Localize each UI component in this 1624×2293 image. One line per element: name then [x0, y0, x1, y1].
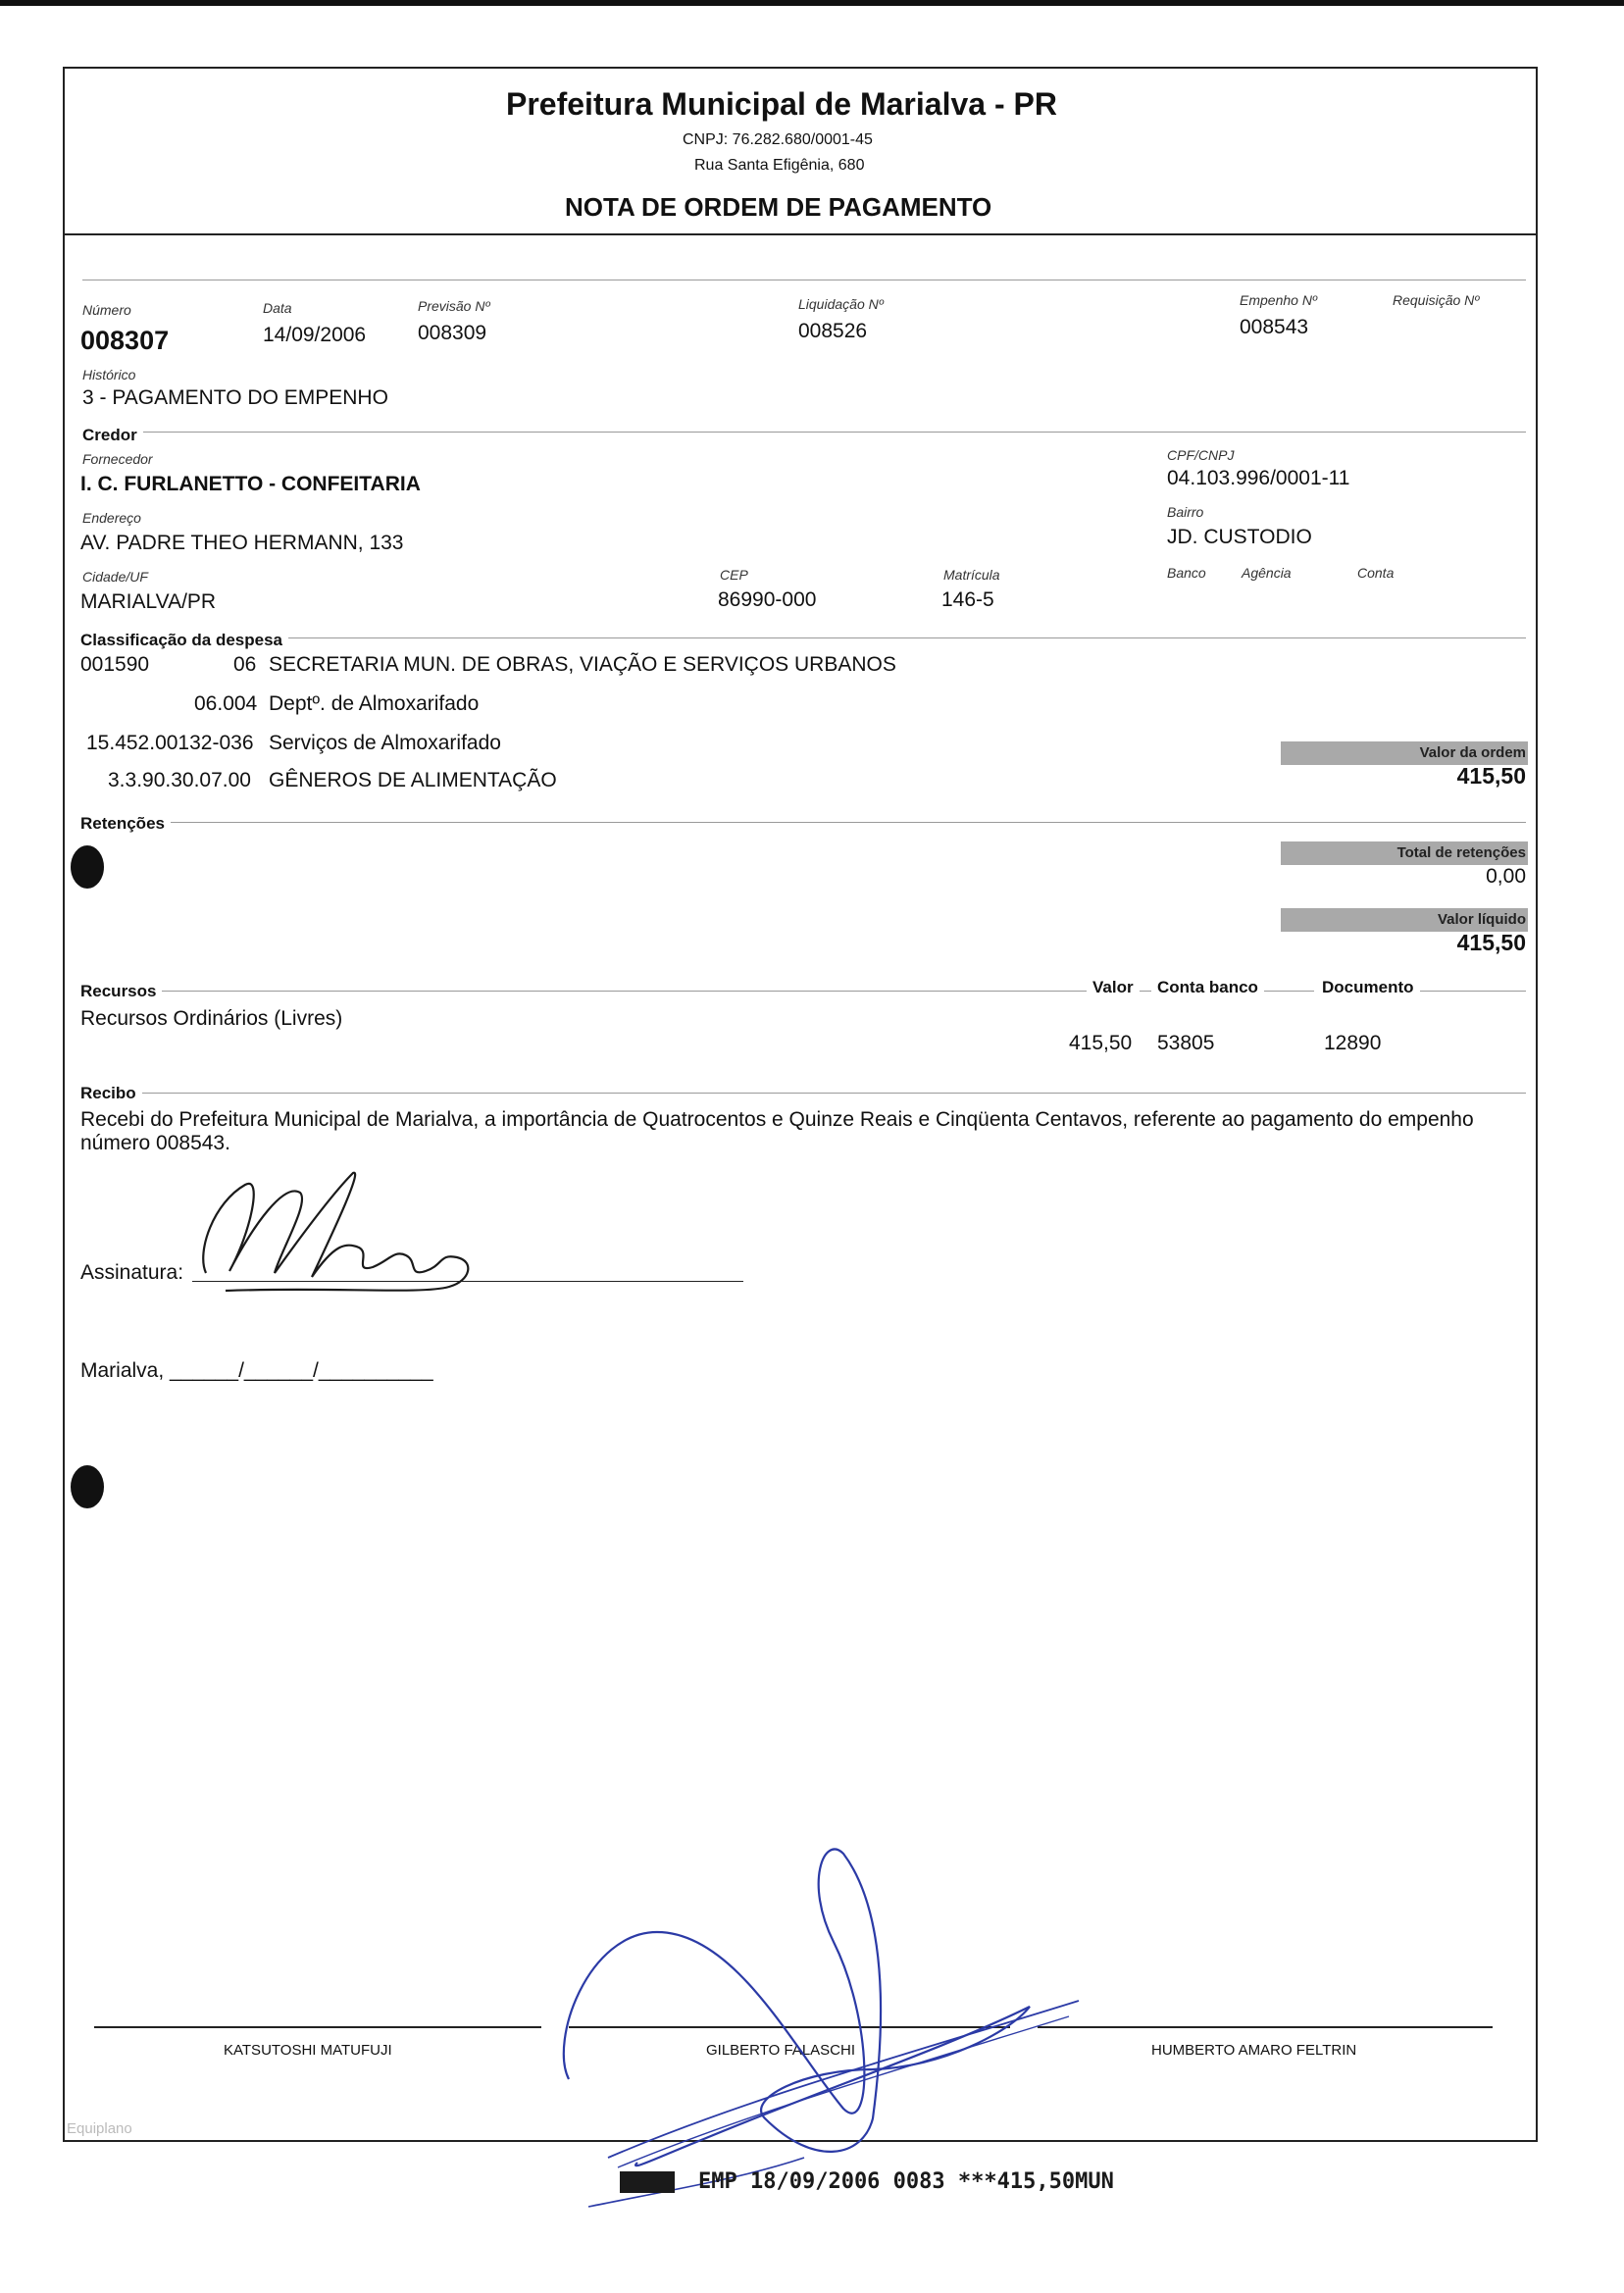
cidade-label: Cidade/UF — [82, 569, 148, 585]
funcional-code: 15.452.00132-036 — [86, 732, 254, 754]
recibo-signature — [186, 1163, 500, 1300]
banco-label: Banco — [1167, 565, 1206, 581]
numero-value: 008307 — [80, 326, 170, 355]
document-title: NOTA DE ORDEM DE PAGAMENTO — [565, 192, 992, 222]
recursos-valor-label: Valor — [1087, 978, 1140, 997]
elemento-text: GÊNEROS DE ALIMENTAÇÃO — [269, 769, 557, 791]
valor-ordem-label: Valor da ordem — [1419, 744, 1526, 761]
valor-liquido-value: 415,50 — [1456, 930, 1526, 955]
cidade-value: MARIALVA/PR — [80, 590, 217, 613]
stamp-logo-icon — [620, 2171, 675, 2193]
unidade-text: Deptº. de Almoxarifado — [269, 692, 480, 715]
numero-label: Número — [82, 302, 131, 318]
cpf-label: CPF/CNPJ — [1167, 447, 1235, 463]
signature-line-1 — [94, 2026, 541, 2028]
requisicao-label: Requisição Nº — [1393, 292, 1480, 308]
equiplano-watermark: Equiplano — [67, 2120, 132, 2137]
orgao-code: 06 — [233, 653, 257, 676]
classificacao-divider — [82, 637, 1526, 638]
retencoes-section-label: Retenções — [80, 814, 171, 834]
fornecedor-label: Fornecedor — [82, 451, 153, 467]
elemento-code: 3.3.90.30.07.00 — [108, 769, 251, 791]
funcional-text: Serviços de Almoxarifado — [269, 732, 501, 754]
data-value: 14/09/2006 — [263, 324, 367, 346]
recibo-text: Recebi do Prefeitura Municipal de Marialva, a importância de Quatrocentos e Quinze Reais e Cinqüenta Centavos, referente ao pagamento do empenho número 008543. — [80, 1108, 1474, 1154]
recursos-documento-label: Documento — [1314, 978, 1420, 997]
cnpj-text: CNPJ: 76.282.680/0001-45 — [683, 131, 873, 148]
credor-section-label: Credor — [82, 426, 143, 445]
historico-value: 3 - PAGAMENTO DO EMPENHO — [82, 386, 388, 409]
unidade-code: 06.004 — [194, 692, 258, 715]
recursos-valor: 415,50 — [1069, 1032, 1133, 1054]
credor-divider — [82, 432, 1526, 433]
data-label: Data — [263, 300, 292, 316]
recursos-divider — [82, 991, 1526, 992]
payment-stamp: EMP 18/09/2006 0083 ***415,50MUN — [698, 2169, 1114, 2194]
previsao-value: 008309 — [418, 322, 487, 344]
binder-hole-bottom — [71, 1465, 104, 1508]
empenho-label: Empenho Nº — [1240, 292, 1318, 308]
recursos-descricao: Recursos Ordinários (Livres) — [80, 1007, 343, 1030]
recibo-divider — [82, 1093, 1526, 1094]
liquidacao-value: 008526 — [798, 320, 868, 342]
total-retencoes-label: Total de retenções — [1396, 844, 1526, 861]
matricula-label: Matrícula — [943, 567, 1000, 583]
signature-name-3: HUMBERTO AMARO FELTRIN — [1151, 2042, 1357, 2059]
valor-liquido-label: Valor líquido — [1437, 911, 1526, 928]
endereco-value: AV. PADRE THEO HERMANN, 133 — [80, 532, 404, 554]
recursos-conta-banco: 53805 — [1157, 1032, 1215, 1054]
recursos-section-label: Recursos — [80, 982, 162, 1001]
recibo-section-label: Recibo — [80, 1084, 142, 1103]
valor-ordem-value: 415,50 — [1456, 763, 1526, 789]
bairro-label: Bairro — [1167, 504, 1204, 520]
previsao-label: Previsão Nº — [418, 298, 490, 314]
fornecedor-value: I. C. FURLANETTO - CONFEITARIA — [80, 473, 421, 495]
signature-name-1: KATSUTOSHI MATUFUJI — [224, 2042, 392, 2059]
cep-value: 86990-000 — [718, 588, 817, 611]
recursos-documento: 12890 — [1324, 1032, 1382, 1054]
cpf-value: 04.103.996/0001-11 — [1167, 467, 1350, 489]
binder-hole-top — [71, 845, 104, 889]
header-divider — [63, 233, 1538, 235]
historico-label: Histórico — [82, 367, 136, 382]
recursos-conta-banco-label: Conta banco — [1151, 978, 1264, 997]
liquidacao-label: Liquidação Nº — [798, 296, 884, 312]
assinatura-label: Assinatura: — [80, 1261, 184, 1284]
agencia-label: Agência — [1242, 565, 1292, 581]
address-text: Rua Santa Efigênia, 680 — [694, 157, 865, 174]
cep-label: CEP — [720, 567, 748, 583]
total-retencoes-value: 0,00 — [1486, 865, 1526, 888]
classificacao-section-label: Classificação da despesa — [80, 631, 288, 650]
conta-label: Conta — [1357, 565, 1395, 581]
classificacao-code: 001590 — [80, 653, 150, 676]
blue-signature — [549, 1824, 1098, 2217]
signature-line-3 — [1038, 2026, 1493, 2028]
retencoes-divider — [82, 822, 1526, 823]
signature-name-2: GILBERTO FALASCHI — [706, 2042, 855, 2059]
empenho-value: 008543 — [1240, 316, 1309, 338]
endereco-label: Endereço — [82, 510, 141, 526]
local-data-text: Marialva, ______/______/__________ — [80, 1359, 433, 1382]
matricula-value: 146-5 — [941, 588, 994, 611]
bairro-value: JD. CUSTODIO — [1167, 526, 1312, 548]
scan-top-edge — [0, 0, 1624, 6]
orgao-text: SECRETARIA MUN. DE OBRAS, VIAÇÃO E SERVIÇOS URBANOS — [269, 653, 896, 676]
page-title: Prefeitura Municipal de Marialva - PR — [506, 86, 1057, 122]
